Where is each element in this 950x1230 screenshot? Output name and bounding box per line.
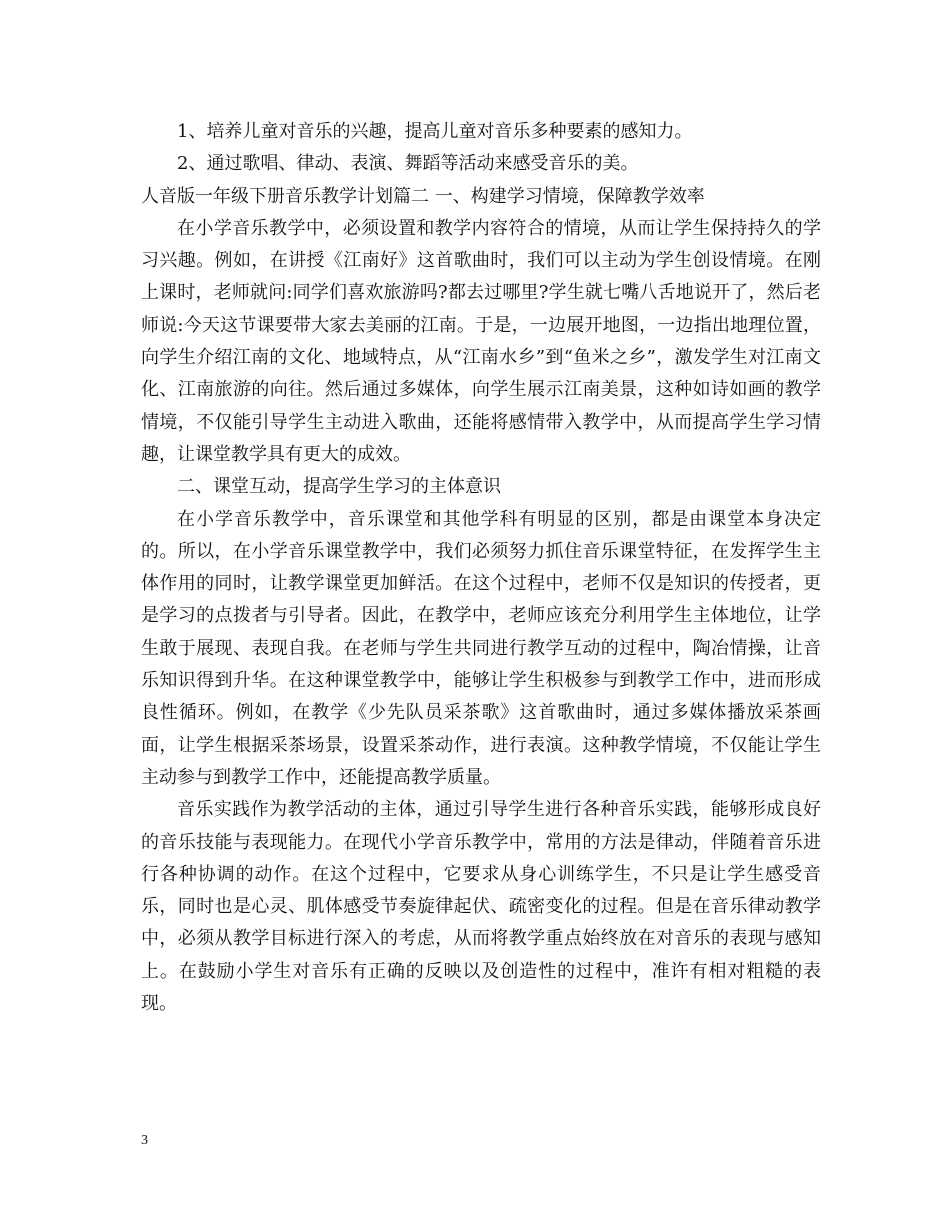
paragraph-classroom-interaction: 在小学音乐教学中，音乐课堂和其他学科有明显的区别，都是由课堂本身决定的。所以，在小学音乐课堂教学中，我们必须努力抓住音乐课堂特征，在发挥学生主体作用的同时，让教学课堂更加鲜活。在这个过程中，老师不仅是知识的传授者，更是学习的点拨者与引导者。因此，在教学中，老师应该充分利用学生主体地位，让学生敢于展现、表现自我。在老师与学生共同进行教学互动的过程中，陶冶情操，让音乐知识得到升华。在这种课堂教学中，能够让学生积极参与到教学工作中，进而形成良性循环。例如，在教学《少先队员采茶歌》这首歌曲时，通过多媒体播放采茶画面，让学生根据采茶场景，设置采茶动作，进行表演。这种教学情境，不仅能让学生主动参与到教学工作中，还能提高教学质量。 [141, 508, 821, 788]
page-number: 3 [141, 1133, 148, 1148]
section-heading-plan-two: 人音版一年级下册音乐教学计划篇二 一、构建学习情境，保障教学效率 [141, 185, 705, 207]
document-body [141, 116, 821, 1020]
goal-item-2: 2、通过歌唱、律动、表演、舞蹈等活动来感受音乐的美。 [177, 153, 639, 175]
section-heading-classroom-interaction: 二、课堂互动，提高学生学习的主体意识 [177, 476, 501, 498]
paragraph-learning-context: 在小学音乐教学中，必须设置和教学内容符合的情境，从而让学生保持持久的学习兴趣。例如，在讲授《江南好》这首歌曲时，我们可以主动为学生创设情境。在刚上课时，老师就问:同学们喜欢旅游吗?都去过哪里?学生就七嘴八舌地说开了，然后老师说:今天这节课要带大家去美丽的江南。于是，一边展开地图，一边指出地理位置，向学生介绍江南的文化、地域特点，从“江南水乡”到“鱼米之乡”，激发学生对江南文化、江南旅游的向往。然后通过多媒体，向学生展示江南美景，这种如诗如画的教学情境，不仅能引导学生主动进入歌曲，还能将感情带入教学中，从而提高学生学习情趣，让课堂教学具有更大的成效。 [141, 217, 821, 465]
goal-item-1: 1、培养儿童对音乐的兴趣，提高儿童对音乐多种要素的感知力。 [177, 121, 693, 142]
paragraph-music-practice: 音乐实践作为教学活动的主体，通过引导学生进行各种音乐实践，能够形成良好的音乐技能与表现能力。在现代小学音乐教学中，常用的方法是律动，伴随着音乐进行各种协调的动作。在这个过程中，它要求从身心训练学生，不只是让学生感受音乐，同时也是心灵、肌体感受节奏旋律起伏、疏密变化的过程。但是在音乐律动教学中，必须从教学目标进行深入的考虑，从而将教学重点始终放在对音乐的表现与感知上。在鼓励小学生对音乐有正确的反映以及创造性的过程中，准许有相对粗糙的表现。 [141, 799, 821, 1015]
